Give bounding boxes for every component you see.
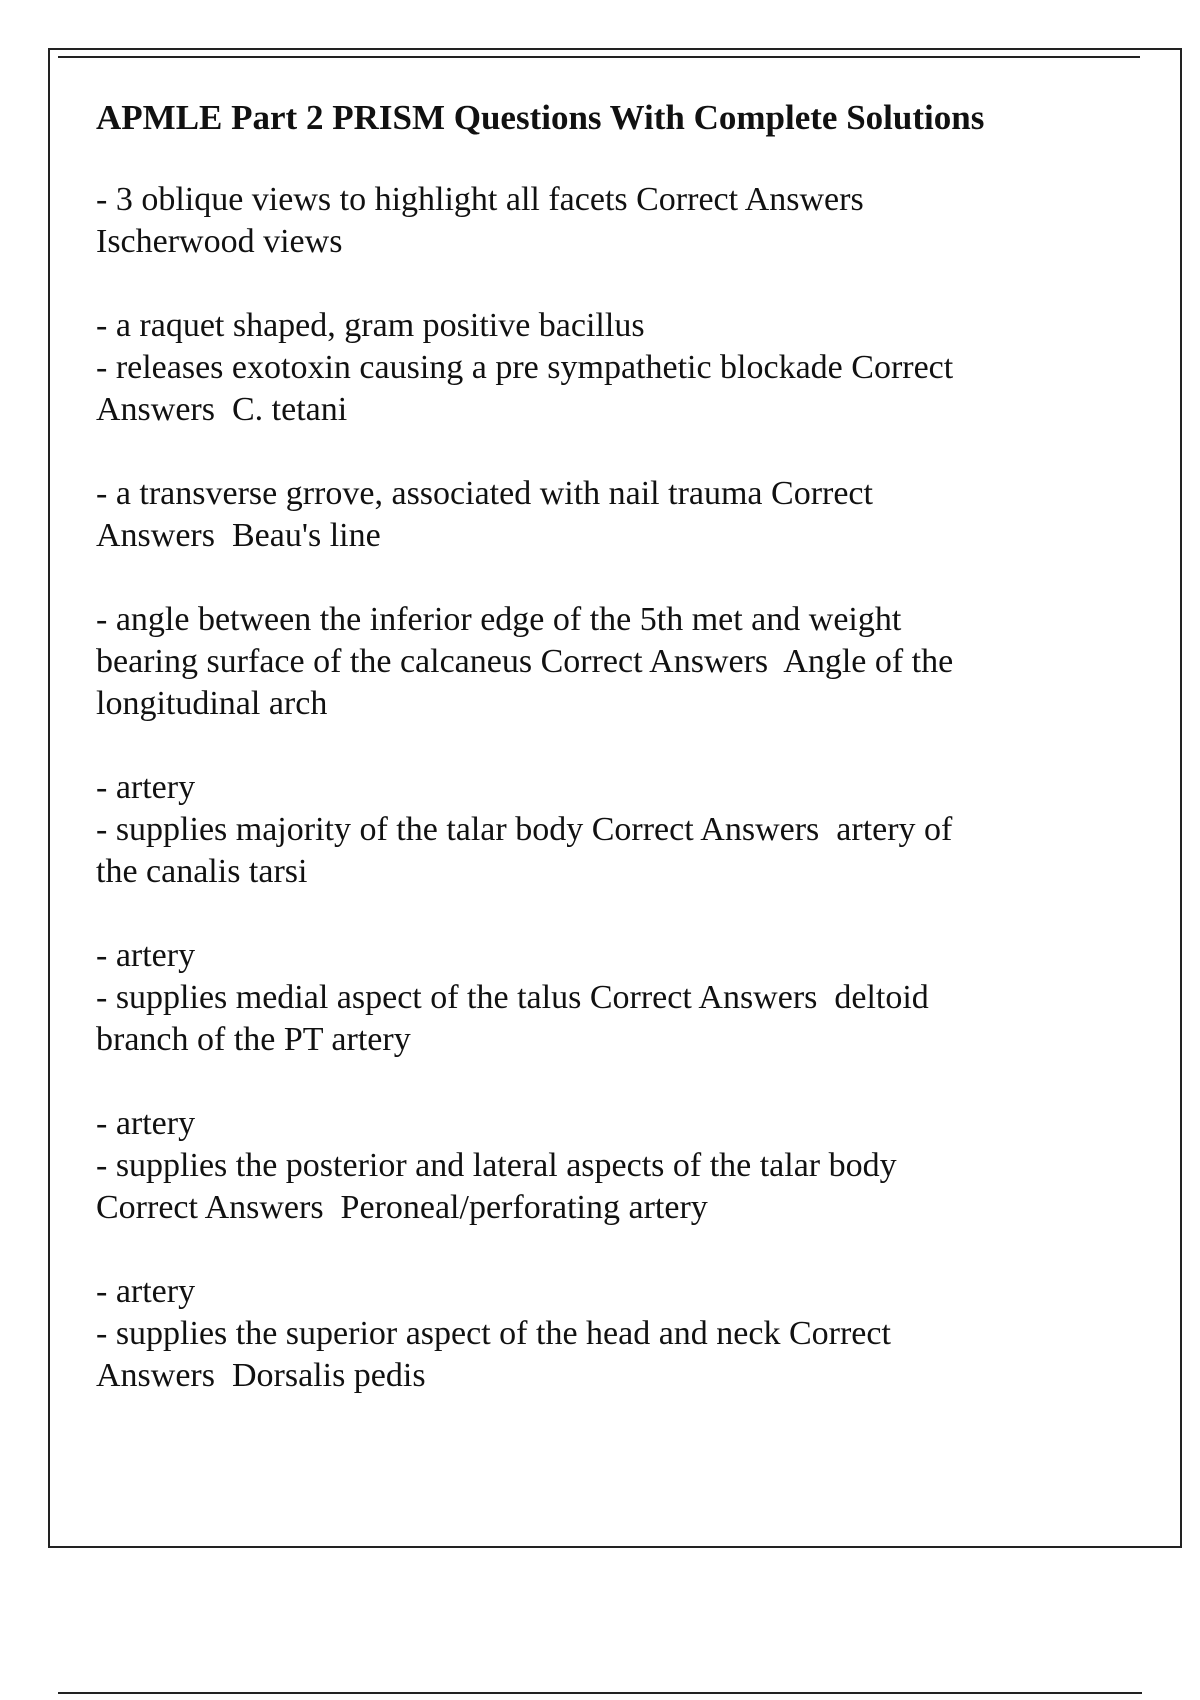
qa-line: - a transverse grrove, associated with nail trauma Correct <box>96 475 873 512</box>
qa-line: Answers Dorsalis pedis <box>96 1357 426 1394</box>
document-content <box>96 96 1096 1439</box>
qa-line: Answers Beau's line <box>96 517 381 554</box>
qa-line: branch of the PT artery <box>96 1021 411 1058</box>
qa-line: - releases exotoxin causing a pre sympathetic blockade Correct <box>96 349 954 386</box>
qa-line: Ischerwood views <box>96 223 343 260</box>
qa-line: longitudinal arch <box>96 685 328 722</box>
qa-line: - angle between the inferior edge of the 5th met and weight <box>96 601 902 638</box>
qa-line: Correct Answers Peroneal/perforating artery <box>96 1189 708 1226</box>
qa-line: bearing surface of the calcaneus Correct Answers Angle of the <box>96 643 954 680</box>
qa-item-4 <box>96 599 1096 725</box>
qa-line: - supplies the posterior and lateral aspects of the talar body <box>96 1147 897 1184</box>
qa-line: - supplies the superior aspect of the head and neck Correct <box>96 1315 891 1352</box>
top-rule <box>58 56 1140 58</box>
qa-line: - supplies medial aspect of the talus Correct Answers deltoid <box>96 979 929 1016</box>
qa-item-1 <box>96 179 1096 263</box>
qa-line: - supplies majority of the talar body Correct Answers artery of <box>96 811 953 848</box>
qa-item-2 <box>96 305 1096 431</box>
qa-line: the canalis tarsi <box>96 853 308 890</box>
qa-item-5 <box>96 767 1096 893</box>
qa-line: - artery <box>96 769 196 806</box>
qa-item-8 <box>96 1271 1096 1397</box>
qa-item-7 <box>96 1103 1096 1229</box>
qa-line: - artery <box>96 1273 196 1310</box>
qa-line: - a raquet shaped, gram positive bacillus <box>96 307 645 344</box>
qa-item-6 <box>96 935 1096 1061</box>
footer-rule <box>58 1692 1142 1694</box>
qa-line: - 3 oblique views to highlight all facets Correct Answers <box>96 181 864 218</box>
qa-line: - artery <box>96 937 196 974</box>
qa-item-3 <box>96 473 1096 557</box>
qa-line: - artery <box>96 1105 196 1142</box>
qa-line: Answers C. tetani <box>96 391 348 428</box>
document-title: APMLE Part 2 PRISM Questions With Complete Solutions <box>96 98 985 137</box>
